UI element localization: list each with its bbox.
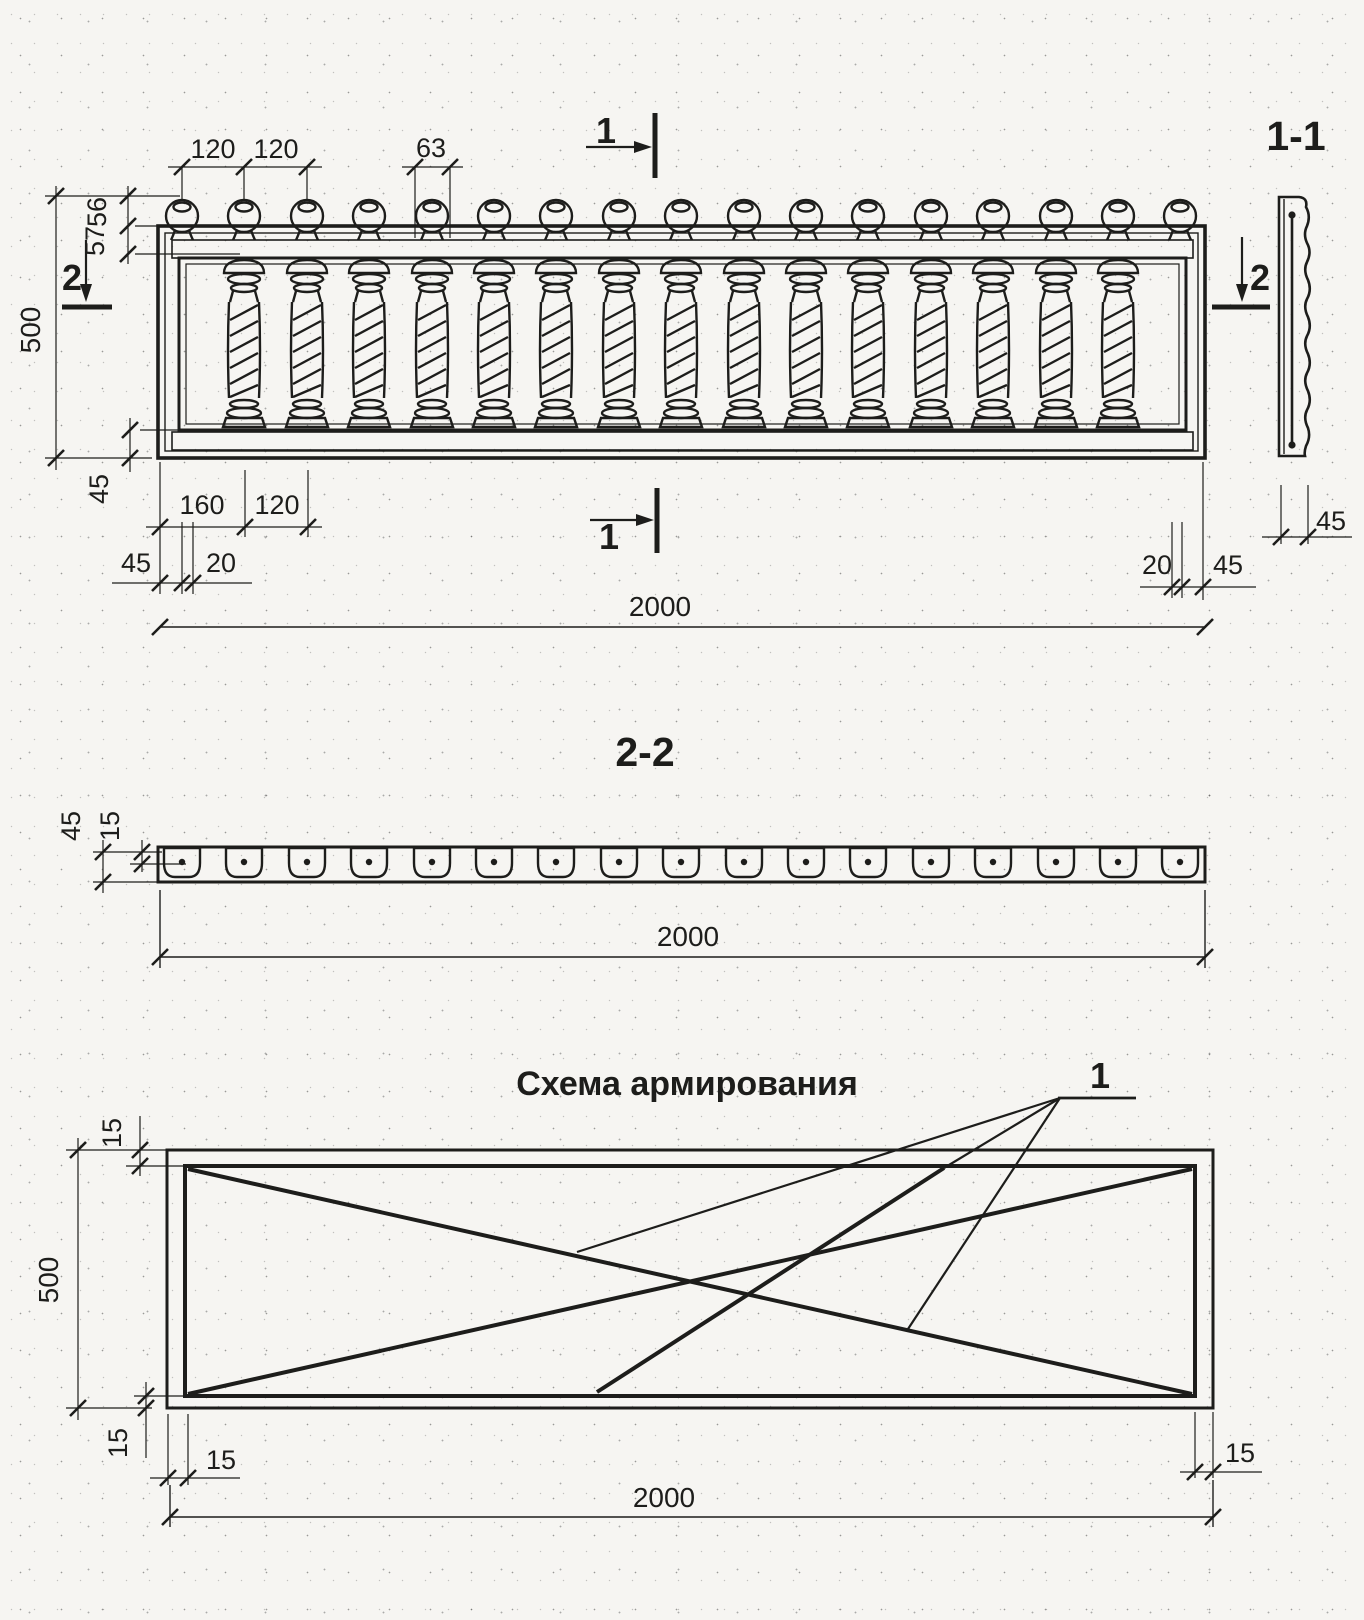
- reinforcement-bottom-dimensions: [150, 1412, 1262, 1527]
- cut-label-2-right: 2: [1249, 257, 1271, 298]
- cut-marker-2-right: [1212, 237, 1270, 307]
- dim-15-top-left: 15: [97, 1117, 127, 1149]
- dim-20-bottom-left: 20: [205, 548, 237, 578]
- section-2-2-label: 2-2: [615, 729, 675, 775]
- knob-row: [166, 200, 1196, 240]
- section-2-2: [56, 729, 1213, 968]
- dim-45-section-1-1: 45: [1315, 506, 1347, 536]
- dim-15-bottom-left-horizontal: 15: [205, 1445, 237, 1475]
- cut-label-2-left: 2: [61, 257, 83, 298]
- top-rope-band: [172, 240, 1193, 258]
- cut-label-1-top: 1: [595, 110, 617, 151]
- section-1-1-label: 1-1: [1266, 113, 1326, 159]
- dim-2000-reinforcement: 2000: [632, 1482, 696, 1513]
- dim-56: 56: [82, 196, 112, 228]
- section-1-1: [1262, 113, 1352, 545]
- dim-120-c: 120: [254, 490, 300, 520]
- callout-1-label: 1: [1089, 1055, 1111, 1096]
- cut-label-1-bottom: 1: [598, 516, 620, 557]
- cut-marker-1-top: [586, 110, 655, 178]
- reinforcement-title: Схема армирования: [516, 1065, 858, 1103]
- panel-outline: [167, 1150, 1213, 1408]
- dim-15-section-2-2: 15: [95, 810, 125, 842]
- dim-63: 63: [415, 133, 447, 163]
- dim-2000-section-2-2: 2000: [656, 921, 720, 952]
- dim-45-left: 45: [84, 473, 114, 505]
- dim-120-b: 120: [253, 134, 299, 164]
- dim-45-section-2-2: 45: [56, 810, 86, 842]
- baluster-row: [223, 260, 1139, 427]
- dim-57: 57: [80, 225, 110, 257]
- baluster-sections-row: [164, 848, 1198, 877]
- dim-15-bottom-left-vertical: 15: [103, 1427, 133, 1459]
- dim-500: 500: [15, 306, 46, 354]
- dim-15-bottom-right: 15: [1224, 1438, 1256, 1468]
- dim-500-reinforcement: 500: [33, 1256, 64, 1304]
- dim-45-bottom-left: 45: [120, 548, 152, 578]
- reinforcement-scheme: [33, 1055, 1262, 1527]
- dim-120-a: 120: [190, 134, 236, 164]
- dim-160: 160: [179, 490, 225, 520]
- cut-marker-1-bottom: [590, 488, 657, 557]
- section-1-1-profile: [1279, 197, 1310, 456]
- bottom-rope-band: [172, 432, 1193, 450]
- elevation-view: [15, 110, 1270, 635]
- dim-2000-elevation: 2000: [628, 591, 692, 622]
- dim-45-bottom-right: 45: [1212, 550, 1244, 580]
- dim-20-bottom-right: 20: [1141, 550, 1173, 580]
- diagonal-rebars: [188, 1168, 1192, 1394]
